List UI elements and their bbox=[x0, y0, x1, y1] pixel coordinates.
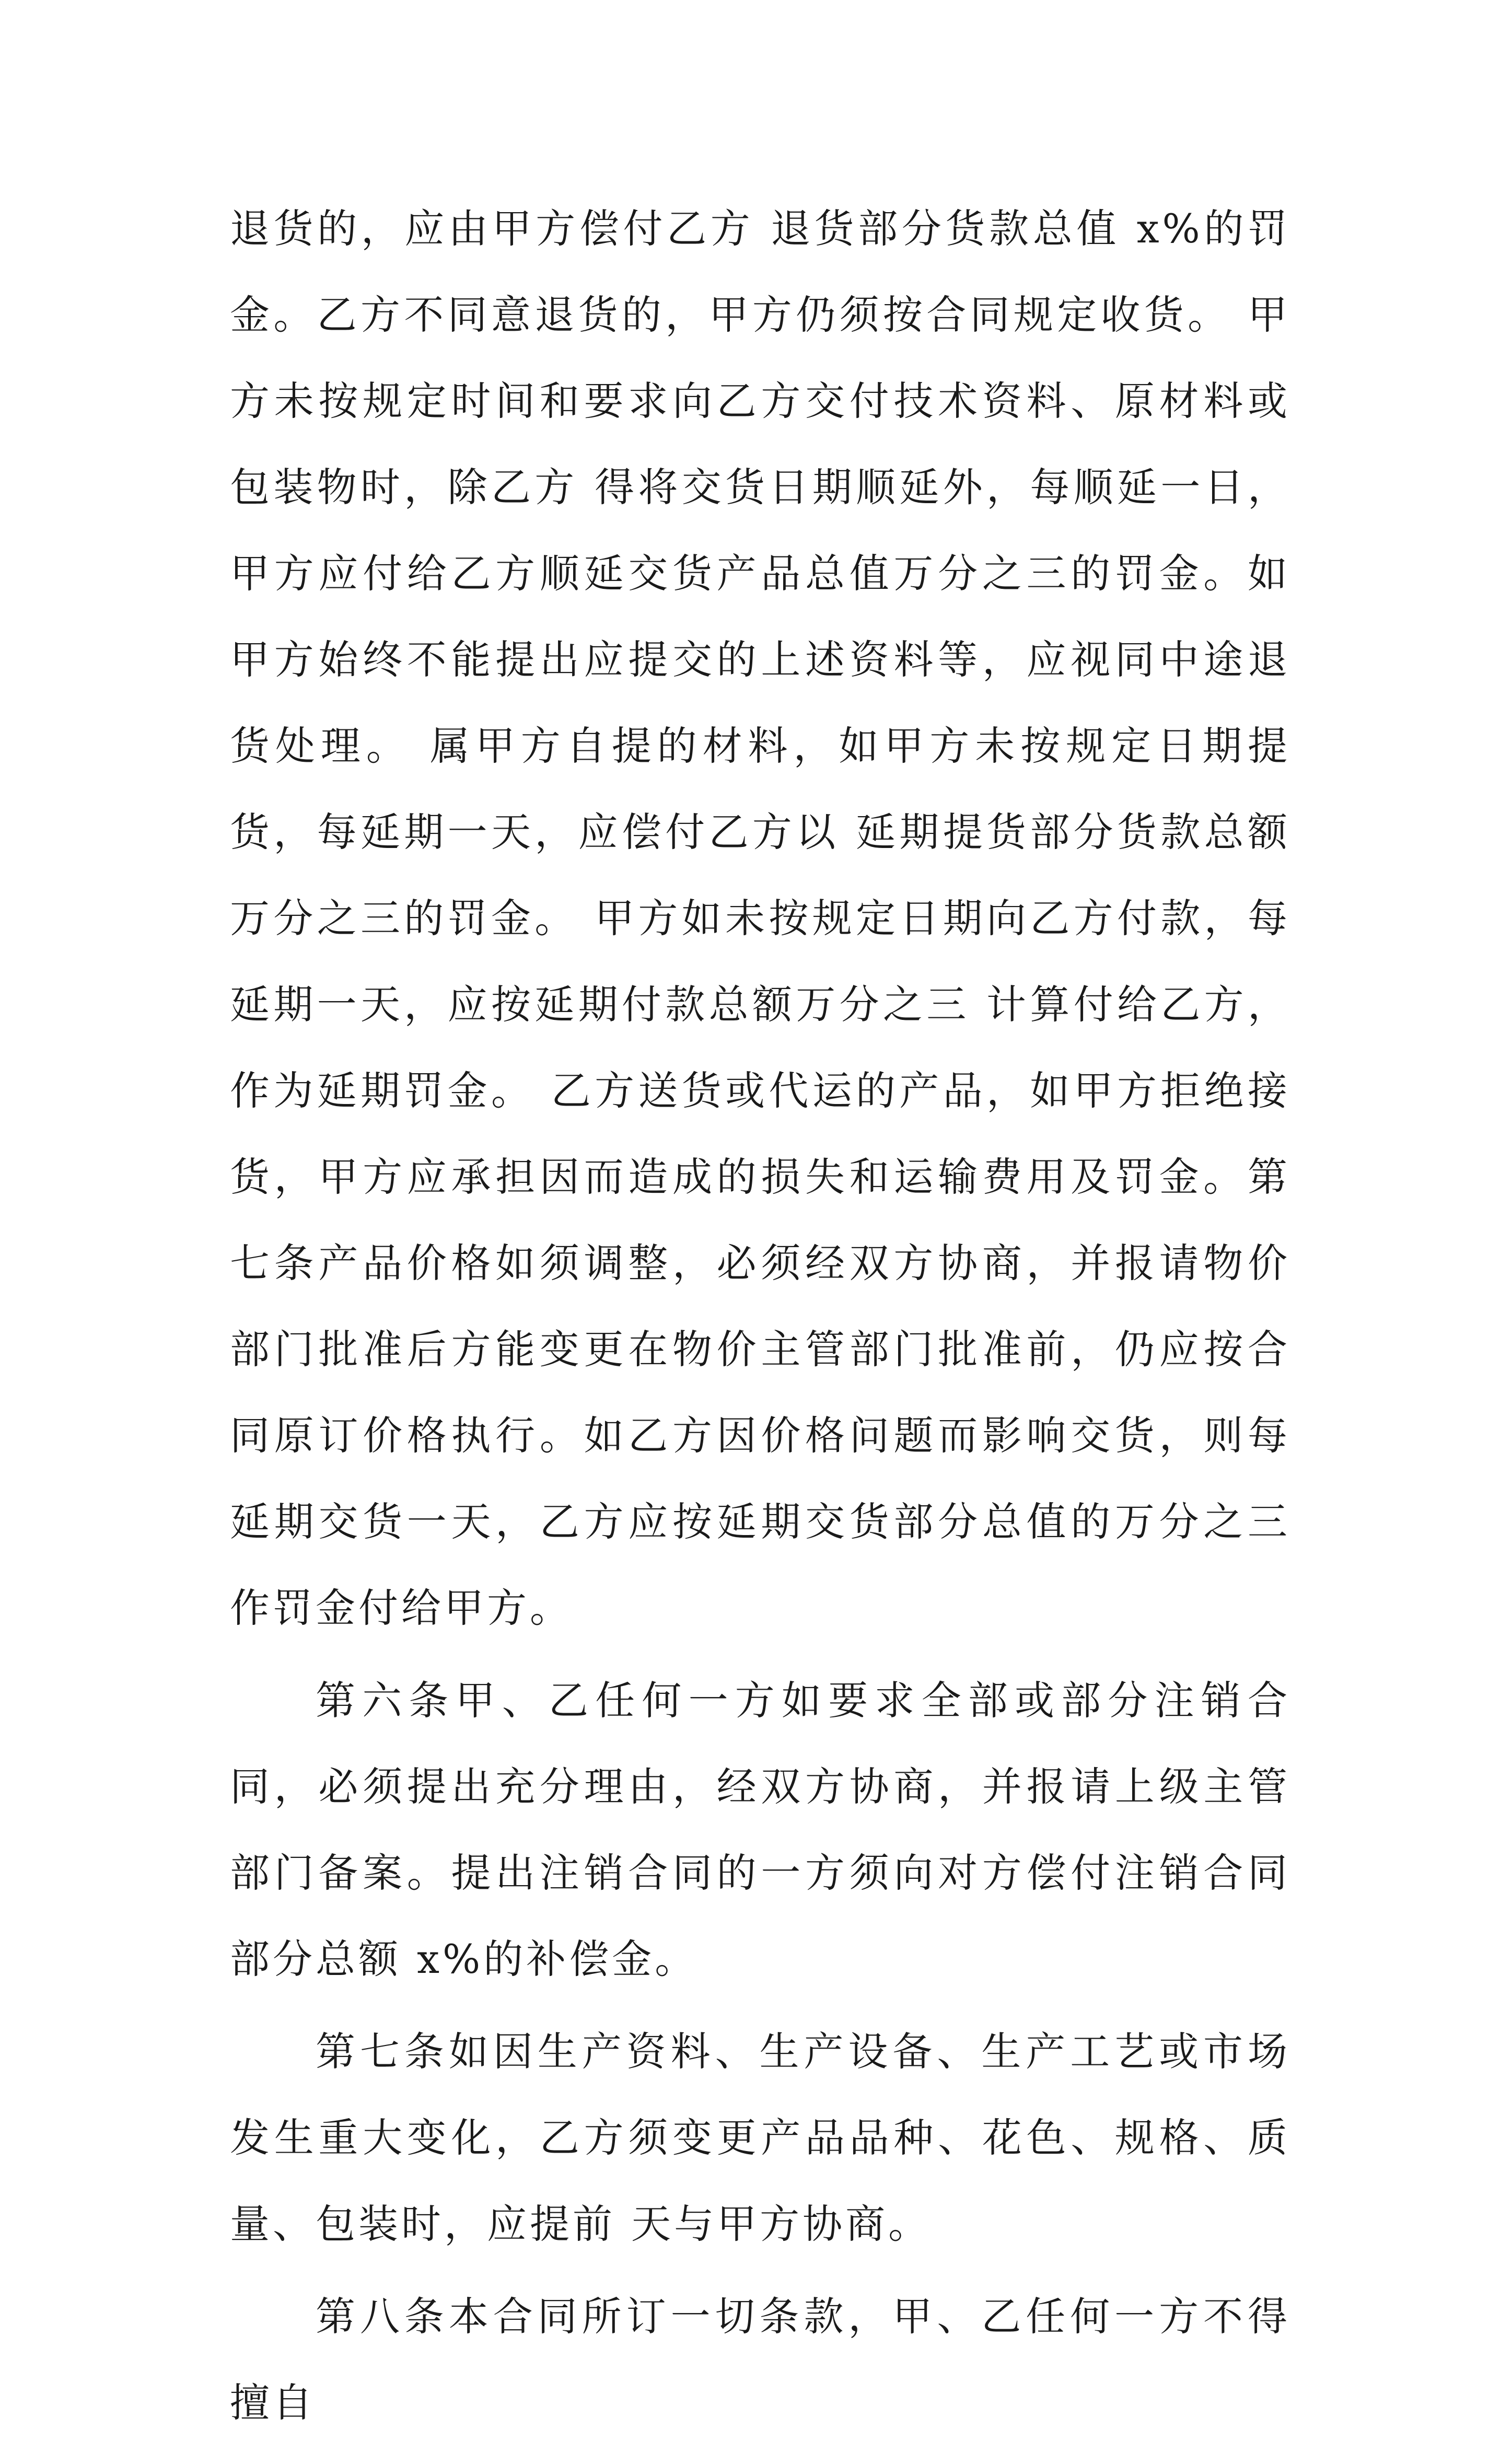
paragraph-article-7: 第七条如因生产资料、生产设备、生产工艺或市场发生重大变化，乙方须变更产品品种、花色、规格、质量、包装时，应提前 天与甲方协商。 bbox=[230, 2028, 1290, 2247]
document-body bbox=[230, 185, 1290, 2452]
paragraph-article-6: 第六条甲、乙任何一方如要求全部或部分注销合同，必须提出充分理由，经双方协商，并报请上级主管部门备案。提出注销合同的一方须向对方偿付注销合同部分总额 x%的补偿金。 bbox=[230, 1677, 1290, 1982]
paragraph-article-8: 第八条本合同所订一切条款，甲、乙任何一方不得擅自 bbox=[230, 2293, 1290, 2426]
paragraph-penalty-continuation: 退货的，应由甲方偿付乙方 退货部分货款总值 x%的罚金。乙方不同意退货的，甲方仍须按合同规定收货。 甲方未按规定时间和要求向乙方交付技术资料、原材料或包装物时，除乙方 得将交货日期顺延外，每顺延一日，甲方应付给乙方顺延交货产品总值万分之三的罚金。如甲方始终不能提出应提交的上述资料等，应视同中途退货处理。 属甲方自提的材料，如甲方未按规定日期提货，每延期一天，应偿付乙方以 延期提货部分货款总额万分之三的罚金。 甲方如未按规定日期向乙方付款，每延期一天，应按延期付款总额万分之三 计算付给乙方，作为延期罚金。 乙方送货或代运的产品，如甲方拒绝接货，甲方应承担因而造成的损失和运输费用及罚金。第七条产品价格如须调整，必须经双方协商，并报请物价部门批准后方能变更在物价主管部门批准前，仍应按合同原订价格执行。如乙方因价格问题而影响交货，则每延期交货一天，乙方应按延期交货部分总值的万分之三作罚金付给甲方。 bbox=[230, 205, 1290, 1631]
